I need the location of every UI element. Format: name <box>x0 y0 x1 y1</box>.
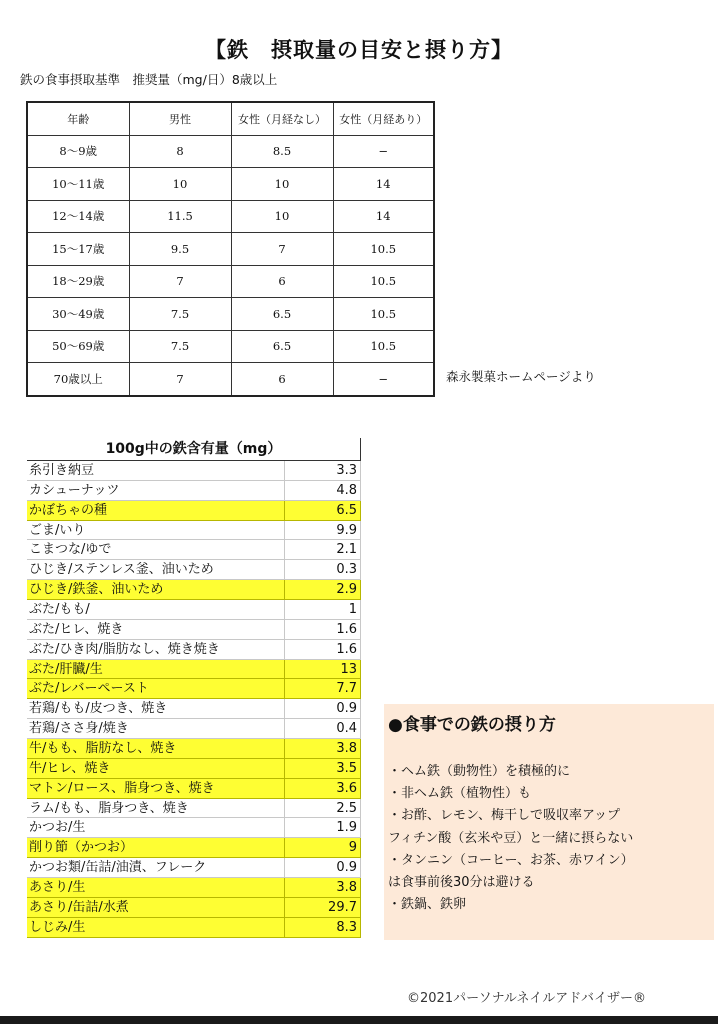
table-cell: 7.5 <box>129 298 231 331</box>
food-row <box>27 560 361 580</box>
iron-value: 3.6 <box>285 779 361 798</box>
table-cell: 8 <box>129 135 231 168</box>
tip-line: ・ヘム鉄（動物性）を積極的に <box>388 764 571 779</box>
iron-value: 9.9 <box>285 521 361 540</box>
table-row <box>27 265 434 298</box>
iron-value: 0.9 <box>285 858 361 877</box>
table-cell: − <box>333 135 434 168</box>
iron-content-table <box>27 438 361 938</box>
food-row <box>27 878 361 898</box>
iron-value: 3.5 <box>285 759 361 778</box>
food-name: マトン/ロース、脂身つき、焼き <box>27 779 285 798</box>
table-cell: 6 <box>231 363 333 396</box>
food-row <box>27 818 361 838</box>
tips-title: ●食事での鉄の摂り方 <box>388 715 556 735</box>
column-header: 女性（月経あり） <box>333 102 434 135</box>
food-name: かつお/生 <box>27 818 285 837</box>
iron-value: 1.6 <box>285 640 361 659</box>
tip-line: ・お酢、レモン、梅干しで吸収率アップ <box>388 808 621 824</box>
food-name: ひじき/鉄釜、油いため <box>27 580 285 599</box>
table-cell: 7.5 <box>129 330 231 363</box>
column-header: 年齢 <box>27 102 129 135</box>
iron-requirement-table <box>26 101 435 397</box>
food-row <box>27 858 361 878</box>
food-name: ぶた/ひき肉/脂肪なし、焼き焼き <box>27 640 285 659</box>
table-cell: 10.5 <box>333 233 434 266</box>
requirement-caption: 鉄の食事摂取基準 推奨量（mg/日）8歳以上 <box>20 72 278 87</box>
iron-value: 8.3 <box>285 918 361 937</box>
table-cell: − <box>333 363 434 396</box>
table-cell: 14 <box>333 168 434 201</box>
bottom-bar <box>0 1016 718 1024</box>
iron-value: 1.9 <box>285 818 361 837</box>
table-cell: 30〜49歳 <box>27 298 129 331</box>
food-name: こまつな/ゆで <box>27 540 285 559</box>
tip-line: ・タンニン（コーヒー、お茶、赤ワイン） <box>388 852 634 868</box>
table-cell: 7 <box>129 265 231 298</box>
iron-value: 6.5 <box>285 501 361 520</box>
food-row <box>27 898 361 918</box>
food-row <box>27 620 361 640</box>
food-row <box>27 838 361 858</box>
iron-value: 2.5 <box>285 799 361 818</box>
iron-value: 1 <box>285 600 361 619</box>
table-cell: 7 <box>231 233 333 266</box>
food-row <box>27 580 361 600</box>
table-cell: 10〜11歳 <box>27 168 129 201</box>
table-cell: 6.5 <box>231 330 333 363</box>
food-name: ラム/もも、脂身つき、焼き <box>27 799 285 818</box>
food-row <box>27 679 361 699</box>
table-cell: 8〜9歳 <box>27 135 129 168</box>
food-row <box>27 699 361 719</box>
iron-value: 3.8 <box>285 739 361 758</box>
iron-tips-box <box>384 704 714 940</box>
iron-value: 29.7 <box>285 898 361 917</box>
food-name: ぶた/レバーペースト <box>27 679 285 698</box>
food-name: ぶた/もも/ <box>27 600 285 619</box>
table-cell: 10 <box>231 200 333 233</box>
table-cell: 10.5 <box>333 265 434 298</box>
table-cell: 10.5 <box>333 298 434 331</box>
food-row <box>27 481 361 501</box>
food-name: ぶた/肝臓/生 <box>27 660 285 679</box>
food-name: ひじき/ステンレス釜、油いため <box>27 560 285 579</box>
table-cell: 9.5 <box>129 233 231 266</box>
table-row <box>27 233 434 266</box>
iron-table-title: 100g中の鉄含有量（mg） <box>27 438 361 461</box>
table-row <box>27 168 434 201</box>
iron-value: 2.9 <box>285 580 361 599</box>
food-row <box>27 719 361 739</box>
iron-value: 3.3 <box>285 461 361 480</box>
table-cell: 12〜14歳 <box>27 200 129 233</box>
tip-line: ・鉄鍋、鉄卵 <box>388 897 467 913</box>
table-cell: 8.5 <box>231 135 333 168</box>
table-cell: 50〜69歳 <box>27 330 129 363</box>
food-name: カシューナッツ <box>27 481 285 500</box>
table-cell: 6.5 <box>231 298 333 331</box>
food-row <box>27 540 361 560</box>
iron-value: 7.7 <box>285 679 361 698</box>
food-row <box>27 918 361 938</box>
source-note: 森永製菓ホームページより <box>446 369 596 384</box>
food-name: 若鶏/もも/皮つき、焼き <box>27 699 285 718</box>
iron-value: 0.9 <box>285 699 361 718</box>
food-name: あさり/生 <box>27 878 285 897</box>
iron-value: 0.3 <box>285 560 361 579</box>
table-row <box>27 135 434 168</box>
table-cell: 15〜17歳 <box>27 233 129 266</box>
table-cell: 6 <box>231 265 333 298</box>
iron-value: 13 <box>285 660 361 679</box>
food-name: 糸引き納豆 <box>27 461 285 480</box>
table-cell: 7 <box>129 363 231 396</box>
table-cell: 11.5 <box>129 200 231 233</box>
table-cell: 10 <box>129 168 231 201</box>
table-cell: 10.5 <box>333 330 434 363</box>
table-cell: 18〜29歳 <box>27 265 129 298</box>
food-name: 牛/もも、脂肪なし、焼き <box>27 739 285 758</box>
food-name: あさり/缶詰/水煮 <box>27 898 285 917</box>
copyright: ©2021パーソナルネイルアドバイザー® <box>407 991 647 1006</box>
food-row <box>27 640 361 660</box>
food-name: かぼちゃの種 <box>27 501 285 520</box>
iron-value: 3.8 <box>285 878 361 897</box>
food-row <box>27 799 361 819</box>
table-row <box>27 200 434 233</box>
food-row <box>27 521 361 541</box>
food-row <box>27 461 361 481</box>
column-header: 男性 <box>129 102 231 135</box>
table-cell: 70歳以上 <box>27 363 129 396</box>
iron-value: 2.1 <box>285 540 361 559</box>
iron-value: 9 <box>285 838 361 857</box>
food-name: 牛/ヒレ、焼き <box>27 759 285 778</box>
table-row <box>27 330 434 363</box>
table-header-row <box>27 102 434 135</box>
food-row <box>27 779 361 799</box>
food-row <box>27 759 361 779</box>
food-name: ごま/いり <box>27 521 285 540</box>
food-name: 削り節（かつお） <box>27 838 285 857</box>
column-header: 女性（月経なし） <box>231 102 333 135</box>
table-row <box>27 298 434 331</box>
iron-value: 0.4 <box>285 719 361 738</box>
food-row <box>27 600 361 620</box>
tip-line: は食事前後30分は避ける <box>388 875 535 891</box>
food-row <box>27 660 361 680</box>
table-row <box>27 363 434 396</box>
iron-value: 1.6 <box>285 620 361 639</box>
table-cell: 14 <box>333 200 434 233</box>
food-row <box>27 739 361 759</box>
food-name: しじみ/生 <box>27 918 285 937</box>
table-cell: 10 <box>231 168 333 201</box>
food-row <box>27 501 361 521</box>
page-title: 【鉄 摂取量の目安と摂り方】 <box>205 38 513 62</box>
tip-line: ・非ヘム鉄（植物性）も <box>388 786 532 802</box>
food-name: ぶた/ヒレ、焼き <box>27 620 285 639</box>
food-name: かつお類/缶詰/油漬、フレーク <box>27 858 285 877</box>
food-name: 若鶏/ささ身/焼き <box>27 719 285 738</box>
tip-line: フィチン酸（玄米や豆）と一緒に摂らない <box>388 830 634 846</box>
iron-value: 4.8 <box>285 481 361 500</box>
